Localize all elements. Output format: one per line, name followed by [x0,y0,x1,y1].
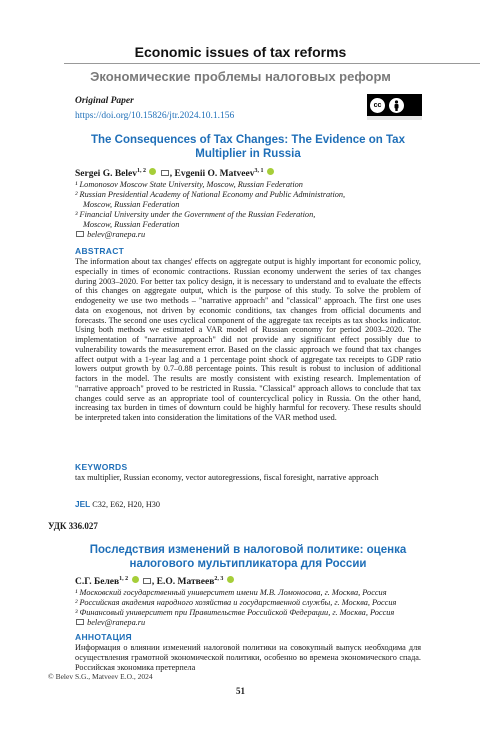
author-name: Evgenii O. Matveev [174,169,255,180]
article-title-ru: Последствия изменений в налоговой политике: оценка налогового мультипликатора для России [89,544,407,570]
jel-values: C32, E62, H20, H30 [92,500,161,509]
keywords-heading: KEYWORDS [75,462,128,472]
article-title-en: The Consequences of Tax Changes: The Evidence on Tax Multiplier in Russia [91,134,405,160]
affiliations-en [75,180,425,240]
author-affil-sup: 2, 3 [214,576,224,582]
by-icon [389,98,404,113]
affiliation-line: Moscow, Russian Federation [83,220,180,229]
keywords-text: tax multiplier, Russian economy, vector autoregressions, fiscal foresight, narrative approach [75,473,379,482]
cc-license-badge[interactable] [367,94,422,116]
mail-icon[interactable] [143,578,151,584]
contact-email-line [75,618,435,628]
abstract-heading: ABSTRACT [75,246,125,256]
mail-icon[interactable] [161,170,169,176]
doi-link[interactable]: https://doi.org/10.15826/jtr.2024.10.1.156 [75,111,235,121]
affiliation-line: ¹ Московский государственный университет имени М.В. Ломоносова, г. Москва, Россия [75,588,387,597]
authors-en: Sergei G. Belev$^{1, 2}$ , Evgenii O. Matveev$^{3, 1}$ [75,168,275,179]
orcid-icon[interactable] [267,168,274,175]
jel-label: JEL [75,500,91,509]
abstract-en [75,246,421,423]
paper-type: Original Paper [75,96,134,106]
affiliation-line: ² Russian Presidential Academy of National Economy and Public Administration, [75,190,346,199]
page-number: 51 [236,686,245,696]
author-affil-sup: 1, 2 [119,576,129,582]
author-affil-sup: 1, 2 [137,168,146,174]
contact-email[interactable]: belev@ranepa.ru [87,618,146,627]
affiliation-line: ³ Финансовый университет при Правительстве Российской Федерации, г. Москва, Россия [75,608,395,617]
header-rule [64,63,480,64]
abstract-heading-ru: АННОТАЦИЯ [75,632,132,642]
udk-code: УДК 336.027 [48,521,98,531]
journal-section-title: Economic issues of tax reforms [134,44,347,60]
abstract-ru [75,632,421,672]
affiliations-ru [75,588,435,628]
orcid-icon[interactable] [227,576,234,583]
copyright-notice: © Belev S.G., Matveev E.O., 2024 [48,672,153,681]
author-name: Е.О. Матвеев [156,577,215,588]
mail-icon [76,231,84,237]
mail-icon [76,619,84,625]
jel-codes [75,500,160,509]
affiliation-line: ³ Financial University under the Government of the Russian Federation, [75,210,316,219]
author-name: С.Г. Белев [75,577,120,588]
affiliation-line: ¹ Lomonosov Moscow State University, Moscow, Russian Federation [75,180,303,189]
affiliation-line: ² Российская академия народного хозяйства и государственной службы, г. Москва, Россия [75,598,397,607]
contact-email-line [75,230,425,240]
cc-license-strip [367,116,422,120]
authors-ru: С.Г. Белев$^{1, 2}$ , Е.О. Матвеев$^{2, 3}$ [75,576,235,587]
abstract-text-ru: Информация о влиянии изменений налоговой политики на совокупный выпуск необходима для осуществления грамотной экономической политики, особенно во времена экономического спада. Российская экономика претерпела [75,643,421,672]
orcid-icon[interactable] [149,168,156,175]
affiliation-line: Moscow, Russian Federation [83,200,180,209]
abstract-text: The information about tax changes' effects on aggregate output is highly important for economic policy, especially in times of economic contractions. Russian economy underwent the series of tax changes during 2003–2020. For better tax policy design, it is necessary to understand and to evaluate the effects of this changes on aggregate output, which is the purpose of this study. To solve the problem of endogeneity we use two methods – "narrative approach" and "classical" approach. The first one uses data on exogenous, not driven by economic conditions, tax changes from official documents and forecasts. The second one uses cyclical component of the aggregate tax receipts as tax shocks indicator. Using both methods we estimated a VAR model of Russian economy for period 2003–2020. The implementation of "narrative approach" did not provide any significant effect possibly due to vulnerability towards the measurement error. Based on the classic approach we found that tax changes affect output with a 1-year lag and a 1 percentage point shock of aggregate tax receipts to GDP ratio lowers output growth by 0.7–0.88 percentage points. This result is robust to inclusion of additional factors in the model. The results are mostly consistent with existing research. Implementation of "narrative approach" proved to be restricted in Russia. "Classical" approach allows to conclude that tax changes could serve as an appropriate tool of countercyclical policy in Russia. On the other hand, increasing tax burden in times of downturn could be highly harmful for recovery. These results should be interpreted taken into consideration the limitations of the VAR method used. [75,257,421,422]
contact-email[interactable]: belev@ranepa.ru [87,230,146,239]
orcid-icon[interactable] [132,576,139,583]
author-affil-sup: 3, 1 [254,168,264,174]
cc-icon: cc [370,98,385,113]
author-name: Sergei G. Belev [75,169,137,180]
journal-section-title-ru: Экономические проблемы налоговых реформ [90,69,391,84]
